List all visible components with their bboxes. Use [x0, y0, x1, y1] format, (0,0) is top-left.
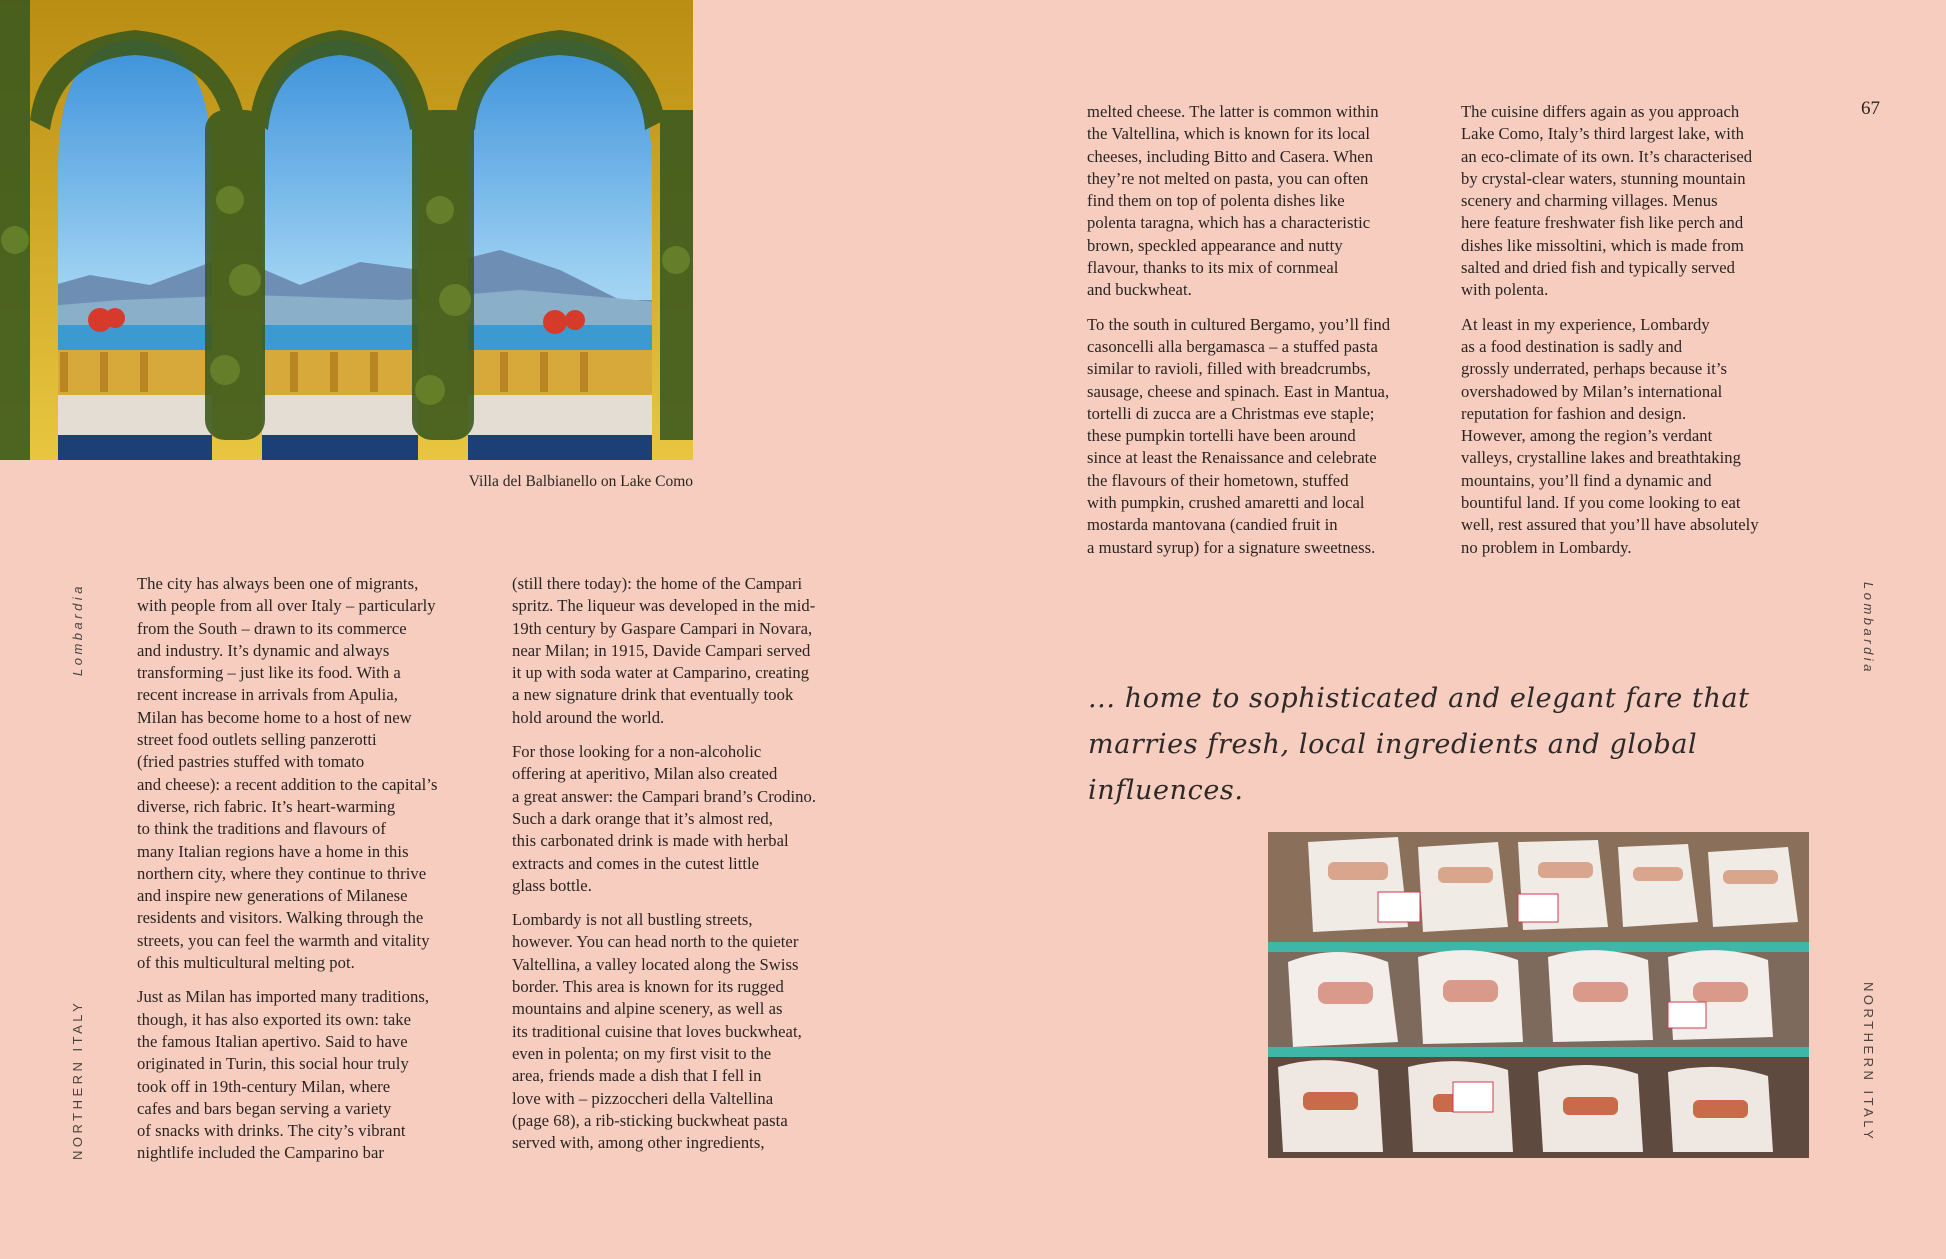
region-side-label-right: Lombardia [1861, 582, 1876, 675]
paragraph: At least in my experience, Lombardy as a food destination is sadly and grossly underrated, perhaps because it’s overshadowed by Milan’s international reputation for fashion and design. However, among the region’s verdant valleys, crystalline lakes and breathtaking mountains, you’ll find a dynamic and bountiful land. If you come looking to eat well, rest assured that you’ll have absolutely no problem in Lombardy. [1461, 314, 1759, 557]
paragraph: For those looking for a non-alcoholic offering at aperitivo, Milan also created a great answer: the Campari brand’s Crodino. Such a dark orange that it’s almost red, this carbonated drink is made with herbal extracts and comes in the cutest little glass bottle. [512, 742, 817, 895]
section-side-label-left: NORTHERN ITALY [70, 999, 85, 1160]
paragraph: The cuisine differs again as you approach Lake Como, Italy’s third largest lake, with an eco-climate of its own. It’s characterised by crystal-clear waters, stunning mountain scenery and charming villages. Menus here feature freshwater fish like perch and dishes like missoltini, which is made from salted and dried fish and typically served with polenta. [1461, 102, 1753, 300]
paragraph: The city has always been one of migrants, with people from all over Italy – particularly from the South – drawn to its commerce and industry. It’s dynamic and always transforming – just like its food. With a recent increase in arrivals from Apulia, Milan has become home to a host of new street food outlets selling panzerotti (fried pastries stuffed with tomato and cheese): a recent addition to the capital’s diverse, rich fabric. It’s heart-warming to think the traditions and flavours of many Italian regions have a home in this northern city, where they continue to thrive and inspire new generations of Milanese residents and visitors. Walking through the streets, you can feel the warmth and vitality of this multicultural melting pot. [137, 574, 438, 973]
body-column-4 [1461, 101, 1821, 571]
paragraph: Lombardy is not all bustling streets, however. You can head north to the quieter Valtellina, a valley located along the Swiss border. This area is known for its rugged mountains and alpine scenery, as well as its traditional cuisine that loves buckwheat, even in polenta; on my first visit to the area, friends made a dish that I fell in love with – pizzoccheri della Valtellina (page 68), a rib-sticking buckwheat pasta served with, among other ingredients, [512, 910, 802, 1153]
body-column-1 [137, 573, 487, 1177]
section-side-label-right: NORTHERN ITALY [1861, 982, 1876, 1143]
paragraph: (still there today): the home of the Campari spritz. The liqueur was developed in the mid- 19th century by Gaspare Campari in Novara, near Milan; in 1915, Davide Campari served it up with soda water at Camparino, creating a new signature drink that eventually took hold around the world. [512, 574, 816, 727]
paragraph: melted cheese. The latter is common within the Valtellina, which is known for its local cheeses, including Bitto and Casera. When they’re not melted on pasta, you can often find them on top of polenta dishes like polenta taragna, which has a characteristic brown, speckled appearance and nutty flavour, thanks to its mix of cornmeal and buckwheat. [1087, 102, 1379, 300]
body-column-3 [1087, 101, 1447, 571]
paragraph: Just as Milan has imported many traditions, though, it has also exported its own: take the famous Italian apertivo. Said to have originated in Turin, this social hour truly took off in 19th-century Milan, where cafes and bars began serving a variety of snacks with drinks. The city’s vibrant nightlife included the Camparino bar [137, 987, 430, 1163]
region-side-label-left: Lombardia [70, 583, 85, 676]
page-number: 67 [1861, 98, 1880, 119]
paragraph: To the south in cultured Bergamo, you’ll find casoncelli alla bergamasca – a stuffed pasta similar to ravioli, filled with breadcrumbs, sausage, cheese and spinach. East in Mantua, tortelli di zucca are a Christmas eve staple; these pumpkin tortelli have been around since at least the Renaissance and celebrate the flavours of their hometown, stuffed with pumpkin, crushed amaretti and local mostarda mantovana (candied fruit in a mustard syrup) for a signature sweetness. [1087, 314, 1391, 557]
pull-quote: ... home to sophisticated and elegant fare that marries fresh, local ingredients and global influences. [1088, 683, 1750, 806]
villa-balbianello-photo [0, 0, 693, 460]
body-column-2 [512, 573, 872, 1166]
photo-caption: Villa del Balbianello on Lake Como [468, 473, 693, 490]
sandwich-display-photo [1268, 832, 1809, 1158]
